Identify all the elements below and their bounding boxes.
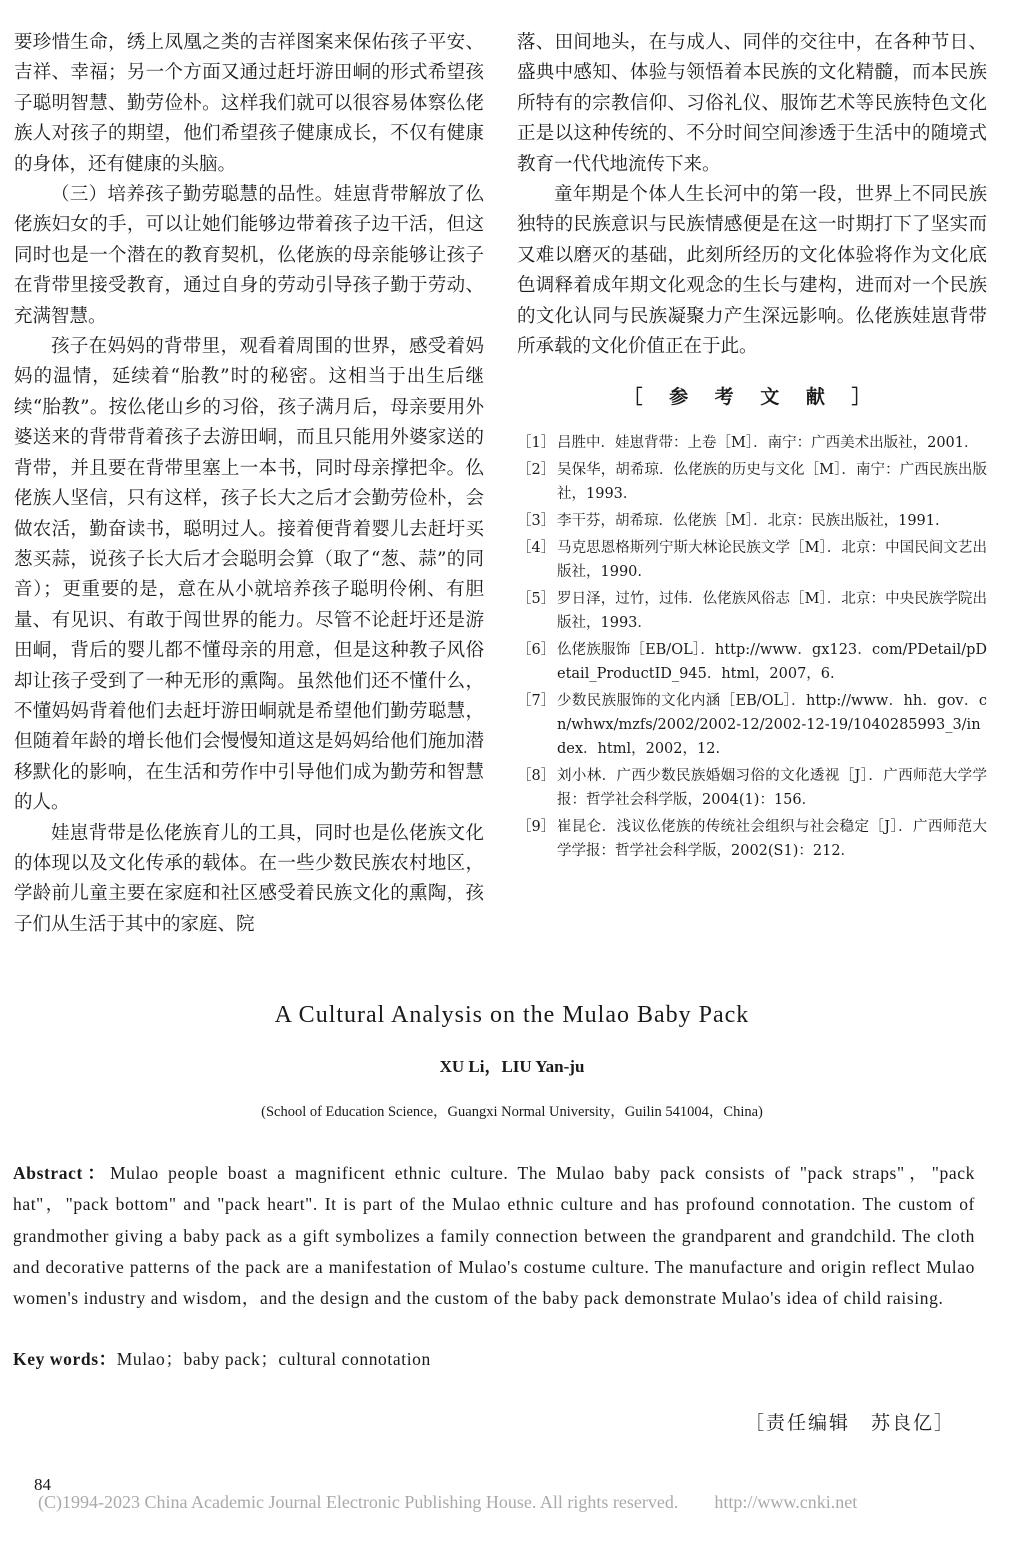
body-paragraph: （三）培养孩子勤劳聪慧的品性。娃崽背带解放了仫佬族妇女的手，可以让她们能够边带着孩子边干活，但这同时也是一个潜在的教育契机，仫佬族的母亲能够让孩子在背带里接受教育，通过自身的劳动引导孩子勤于劳动、充满智慧。 bbox=[14, 184, 484, 327]
reference-text: 吴保华，胡希琼．仫佬族的历史与文化［M］．南宁：广西民族出版社，1993． bbox=[557, 461, 987, 502]
reference-text: 仫佬族服饰［EB/OL］．http://www．gx123．com/PDetail/pDetail_ProductID_945．html，2007，6. bbox=[557, 641, 987, 682]
reference-item bbox=[517, 638, 987, 686]
body-paragraph: 落、田间地头，在与成人、同伴的交往中，在各种节日、盛典中感知、体验与领悟着本民族的文化精髓，而本民族所特有的宗教信仰、习俗礼仪、服饰艺术等民族特色文化正是以这种传统的、不分时间空间渗透于生活中的随境式教育一代代地流传下来。 bbox=[517, 32, 987, 175]
body-paragraph: 童年期是个体人生长河中的第一段，世界上不同民族独特的民族意识与民族情感便是在这一时期打下了坚实而又难以磨灭的基础，此刻所经历的文化体验将作为文化底色调释着成年期文化观念的生长与建构，进而对一个民族的文化认同与民族凝聚力产生深远影响。仫佬族娃崽背带所承载的文化价值正在于此。 bbox=[517, 184, 987, 358]
reference-number: ［1］ bbox=[517, 434, 556, 451]
reference-text: 吕胜中．娃崽背带：上卷［M］．南宁：广西美术出版社，2001． bbox=[557, 434, 979, 451]
english-keywords bbox=[13, 1346, 431, 1371]
reference-number: ［3］ bbox=[517, 512, 556, 529]
reference-text: 马克思恩格斯列宁斯大林论民族文学［M］．北京：中国民间文艺出版社，1990. bbox=[557, 539, 987, 580]
reference-item bbox=[517, 587, 987, 635]
body-paragraph: 娃崽背带是仫佬族育儿的工具，同时也是仫佬族文化的体现以及文化传承的载体。在一些少数民族农村地区，学龄前儿童主要在家庭和社区感受着民族文化的熏陶，孩子们从生活于其中的家庭、院 bbox=[14, 822, 484, 935]
right-column bbox=[517, 28, 987, 866]
page-number: 84 bbox=[34, 1475, 51, 1494]
references-list bbox=[517, 431, 987, 863]
body-paragraph: 要珍惜生命，绣上凤凰之类的吉祥图案来保佑孩子平安、吉祥、幸福；另一个方面又通过赶圩游田峒的形式希望孩子聪明智慧、勤劳俭朴。这样我们就可以很容易体察仫佬族人对孩子的期望，他们希望孩子健康成长，不仅有健康的身体，还有健康的头脑。 bbox=[14, 32, 484, 175]
reference-number: ［5］ bbox=[517, 590, 556, 607]
reference-item bbox=[517, 509, 987, 533]
reference-item bbox=[517, 536, 987, 584]
copyright-watermark: (C)1994-2023 China Academic Journal Electronic Publishing House. All rights reserved. http://www.cnki.net bbox=[38, 1492, 858, 1512]
references-heading: ［ 参 考 文 献 ］ bbox=[623, 386, 881, 409]
reference-text: 崔昆仑．浅议仫佬族的传统社会组织与社会稳定［J］．广西师范大学学报：哲学社会科学版，2002(S1)：212． bbox=[557, 818, 987, 859]
reference-item bbox=[517, 431, 987, 455]
keywords-label: Key words： bbox=[13, 1349, 117, 1369]
reference-number: ［2］ bbox=[517, 461, 556, 478]
reference-text: 刘小林．广西少数民族婚姻习俗的文化透视［J］．广西师范大学学报：哲学社会科学版，2004(1)：156． bbox=[557, 767, 987, 808]
reference-number: ［6］ bbox=[517, 641, 556, 658]
left-column bbox=[14, 28, 484, 940]
reference-number: ［4］ bbox=[517, 539, 556, 556]
reference-text: 罗日泽，过竹，过伟．仫佬族风俗志［M］．北京：中央民族学院出版社，1993． bbox=[557, 590, 987, 631]
body-paragraph: 孩子在妈妈的背带里，观看着周围的世界，感受着妈妈的温情，延续着“胎教”时的秘密。这相当于出生后继续“胎教”。按仫佬山乡的习俗，孩子满月后，母亲要用外婆送来的背带背着孩子去游田峒，而且只能用外婆家送的背带，并且要在背带里塞上一本书，同时母亲撑把伞。仫佬族人坚信，只有这样，孩子长大之后才会勤劳俭朴，会做农活，勤奋读书，聪明过人。接着便背着婴儿去赶圩买葱买蒜，说孩子长大后才会聪明会算（取了“葱、蒜”的同音）；更重要的是，意在从小就培养孩子聪明伶俐、有胆量、有见识、有敢于闯世界的能力。尽管不论赶圩还是游田峒，背后的婴儿都不懂母亲的用意，但是这种教子风俗却让孩子受到了一种无形的熏陶。虽然他们还不懂什么，不懂妈妈背着他们去赶圩游田峒就是希望他们勤劳聪慧，但随着年龄的增长他们会慢慢知道这是妈妈给他们施加潜移默化的影响，在生活和劳作中引导他们成为勤劳和智慧的人。 bbox=[14, 336, 484, 814]
english-abstract bbox=[13, 1158, 975, 1314]
reference-text: 李干芬，胡希琼．仫佬族［M］．北京：民族出版社，1991. bbox=[557, 512, 940, 529]
reference-item bbox=[517, 764, 987, 812]
abstract-label: Abstract： bbox=[13, 1163, 111, 1183]
keywords-text: Mulao；baby pack；cultural connotation bbox=[116, 1349, 431, 1369]
reference-number: ［9］ bbox=[517, 818, 556, 835]
responsible-editor: ［责任编辑 苏良亿］ bbox=[745, 1412, 956, 1434]
english-authors: XU Li，LIU Yan-ju bbox=[439, 1057, 585, 1076]
reference-text: 少数民族服饰的文化内涵［EB/OL］．http://www．hh．gov．cn/whwx/mzfs/2002/2002-12/2002-12-19/1040285993_3/index．html，2002，12. bbox=[557, 692, 987, 757]
abstract-text: Mulao people boast a magnificent ethnic culture. The Mulao baby pack consists of "pack straps"，"pack hat"，"pack bottom" and "pack heart". It is part of the Mulao ethnic culture and has profound connotation. The custom of grandmother giving a baby pack as a gift symbolizes a family connection between the grandparent and grandchild. The cloth and decorative patterns of the pack are a manifestation of Mulao's costume culture. The manufacture and origin reflect Mulao women's industry and wisdom，and the design and the custom of the baby pack demonstrate Mulao's idea of child raising. bbox=[13, 1163, 975, 1309]
english-affiliation: (School of Education Science，Guangxi Normal University，Guilin 541004，China) bbox=[261, 1104, 763, 1120]
reference-item bbox=[517, 458, 987, 506]
reference-item bbox=[517, 689, 987, 761]
reference-number: ［8］ bbox=[517, 767, 556, 784]
english-title: A Cultural Analysis on the Mulao Baby Pack bbox=[274, 1002, 750, 1028]
reference-number: ［7］ bbox=[517, 692, 556, 709]
reference-item bbox=[517, 815, 987, 863]
